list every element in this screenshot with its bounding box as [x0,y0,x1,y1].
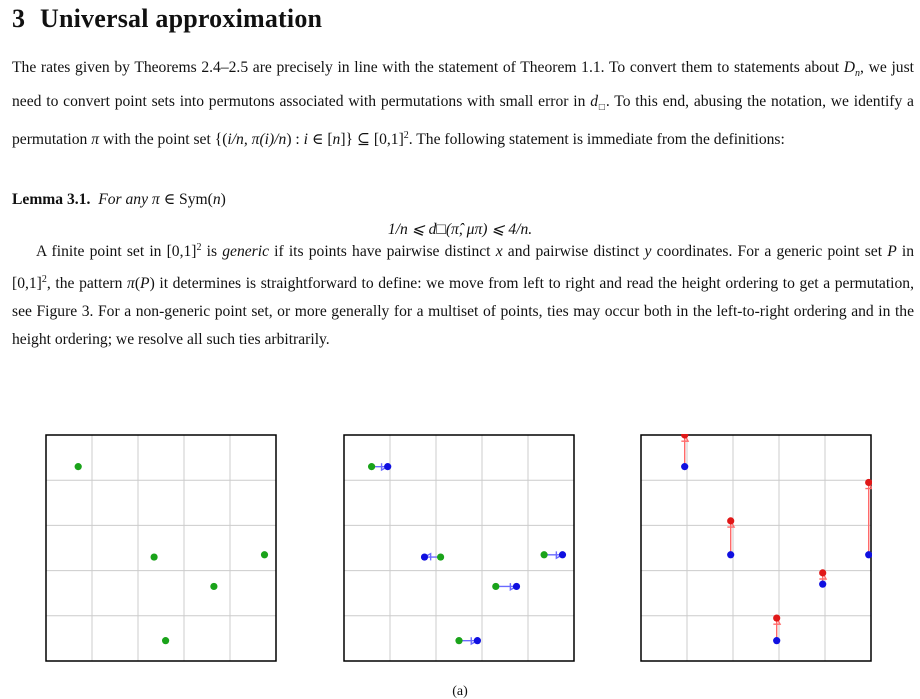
plot-frame [641,435,871,661]
math-superscript: 2 [196,242,202,253]
figure-3 [0,434,920,674]
figure-panel-vertical-moves [640,434,872,662]
point-green [492,583,499,590]
math-symbol: x [495,243,503,261]
lemma-equation: 1/n ⩽ d□(π̂, μπ) ⩽ 4/n. [387,221,533,238]
lemma-text: ∈ Sym( [159,191,213,208]
section-title: Universal approximation [40,4,323,33]
figure-panel-generic-points [45,434,277,662]
math-symbol: π [151,191,160,208]
text-line: right and read the height ordering to get a permutation, see Figure 3. For a non-generic point set, or more generally [12,275,914,321]
lemma-statement [12,189,226,211]
math-symbol: P [887,243,897,261]
math-subscript: □ [598,102,606,114]
text-line: for a multiset of points, ties may occur both in the left-to-right ordering and in the height ordering; we resolve all [12,303,915,349]
text-line: A finite point set in [0,1] [36,243,197,261]
point-green [437,553,444,560]
text-line: with the point set {( [99,131,228,149]
text-line: The rates given by Theorems 2.4–2.5 are precisely in line with the statement of Theorem 1.1. To convert them to [12,59,730,76]
text-line: ) it determines is straightforward to define: we move from left to [149,275,561,293]
text-line: [ [327,131,333,149]
figure-panel-horizontal-moves [343,434,575,662]
point-green [210,583,217,590]
text-line: such ties arbitrarily. [206,331,330,349]
math-subscript: n [855,68,861,80]
math-symbol: n [212,191,221,208]
paragraph-2 [12,234,914,354]
text-line: if its points have pairwise distinct [269,243,496,261]
point-blue [819,581,826,588]
text-line: statements about [733,59,844,76]
point-green [162,637,169,644]
text-line: ]} ⊆ [0,1] [340,131,404,149]
point-blue [681,463,688,470]
text-line: For a generic point set [737,243,888,261]
figure-caption: (a) [452,684,468,699]
math-symbol: y [644,243,652,261]
point-blue [773,637,780,644]
text-line: ) : [286,131,304,149]
math-expression: i/n, π(i)/n [227,131,287,149]
section-heading [12,4,322,34]
math-symbol: π [127,275,135,293]
point-blue [513,583,520,590]
point-red [727,517,734,524]
text-line: ( [134,275,141,293]
text-line: ∈ [307,131,324,149]
point-blue [474,637,481,644]
point-red [819,569,826,576]
text-line: is [201,243,223,261]
emphasis: generic [222,243,269,261]
text-line: error in [538,93,591,111]
point-blue [727,551,734,558]
lemma-text: For any [98,191,152,208]
point-blue [384,463,391,470]
math-symbol: n [332,131,341,149]
text-line: and pairwise distinct [502,243,645,261]
point-blue [559,551,566,558]
text-line: coordinates. [651,243,733,261]
paragraph-1 [12,54,914,154]
section-number: 3 [12,4,26,33]
lemma-label: Lemma 3.1. [12,191,91,208]
text-line: . The following statement is immediate from the definitions: [408,131,785,149]
math-superscript: 2 [41,274,47,286]
point-red [773,614,780,621]
point-green [541,551,548,558]
math-symbol: D [843,59,856,76]
math-superscript: 2 [403,130,409,142]
text-line: , the pattern [46,275,128,293]
text-line: in [0,1] [12,243,915,293]
math-symbol: i [303,131,308,149]
point-green [261,551,268,558]
point-green [455,637,462,644]
point-green [151,553,158,560]
plot-frame [344,435,574,661]
text-line: . To this end, abusing the notation, we identify a permutation [12,93,914,149]
point-green [75,463,82,470]
point-green [368,463,375,470]
math-symbol: P [140,275,150,293]
point-red [865,479,872,486]
point-blue [865,551,872,558]
math-symbol: π [91,131,100,149]
math-symbol: d [590,93,598,111]
lemma-text: ) [220,191,226,208]
text-line: , we just need to convert point sets into permutons associated with permutations with small [12,59,914,111]
point-blue [421,553,428,560]
